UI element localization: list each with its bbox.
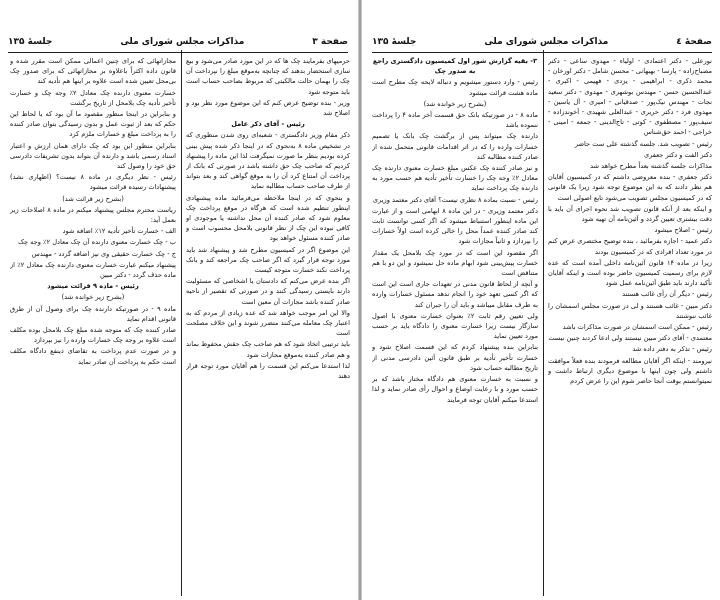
paragraph: رئیس - ممکن است اسمشان در صورت مذاکرات باشد <box>562 323 712 332</box>
paragraph: الف - خسارت تأخیر تأدیه ۱۲٪ اضافه شود <box>62 227 176 236</box>
paragraph: معتمدی - آقای دکتر مبین نیستند ولی ادعا کردند چنین نیست <box>548 334 712 343</box>
paragraph: پیشنهاد میکنم عبارت خسارت معنوی دارنده چک معادل ۲٪ از ماده حذف گردد - دکتر مبین <box>10 260 176 280</box>
left-page-right-column <box>186 56 350 594</box>
paragraph: و بنابراین در اینجا منظور مقصود ما آن بود که با لحاظ این حکم که بعد از ثبوت عمل و بدون رسیدگی بتوان صادر کننده را به پرداخت مبلغ و خسارات ملزم کرد <box>10 110 176 139</box>
right-page-number: صفحهٔ ٤ <box>676 37 712 47</box>
paragraph: نیرومند - اینکه اگر آقایان مطالعه فرمودند بنده فعلاً موافقت داشتم ولی چون اینها با موضوع دیگری ارتباط داشت و نمیتوانستم بوقت آنجا حاضر شوم این را عرض کردم <box>548 356 712 386</box>
paragraph: رئیس - نسبت بماده ۸ نظری نیست؟ آقای دکتر معتمد وزیری <box>372 195 538 204</box>
paragraph: رئیس - تذکر به دفتر داده شد <box>632 345 712 354</box>
paragraph: ذکر مقام وزیر دادگستری - شعبه‌ای روی شدن منظوری که در تشخیص ماده ۸ به‌نحوی که در اینجا ذکر شده پیش بینی کرده بودیم بنظر ما صورت نمیگرفت لذا این ماده را پیشنهاد کردیم که صاحب چک حق داشته باشد در صورتی که بانک از پرداخت آن امتناع کرد آن را به موقع گواهی کند و بعد بتواند از طرف صاحب حساب مطالبه نماید <box>186 131 350 191</box>
paragraph: اگر بنده عرض می‌کنم که دادستان یا اشخاصی که مسئولیت دارند بایستی رسیدگی کنند و در صورتی که تقصیر از ناحیه صادر کننده باشد مجازات آن معین است <box>186 277 350 306</box>
paragraph: مذاکرات جلسه گذشته بعداً مطرح خواهد شد <box>590 162 712 171</box>
paragraph: این موضوع اگر در کمیسیون مطرح شد و پیشنهاد شد باید مورد توجه قرار گیرد که اگر صاحب چک مراجعه کند و بانک پرداخت نکند خسارت متوجه کیست <box>186 245 350 275</box>
paragraph: زیرا در ماده ۱۴ قانون آئین‌نامه داخلی آمده است که عده لازم برای رسمیت کمیسیون حاضر بوده است و اینکه آقایان تأکید دارند باید طبق آئین‌نامه عمل شود <box>548 258 712 288</box>
right-page-left-column <box>372 56 538 594</box>
paragraph: دکتر الفت و دکتر جعفری <box>643 150 712 159</box>
right-page-title: مذاکرات مجلس شورای ملی <box>484 37 609 47</box>
right-page-right-column <box>548 56 712 594</box>
column-divider <box>181 50 182 596</box>
paragraph: دکتر مبین - غائب هستند و لی در صورت مجلس اسمشان را غائب ننوشتند <box>548 301 712 320</box>
left-page-left-column <box>10 56 176 594</box>
paragraph: و بنحوی که در اینجا ملاحظه می‌فرمائید ماده پیشنهادی اینطور تنظیم شده است که هرگاه در موقع پرداخت چک معلوم شود که صادر کننده آن محل نداشته یا موجودی او کافی نبوده این چک از نظر قانونی بلامحل محسوب است و صادر کننده مسئول خواهد بود <box>186 193 350 243</box>
paragraph: و اینکه بعد از آنکه قانون تصویب شد نحوه اجرای آن باید با دقت بیشتری تعیین گردد و آئین‌نامه آن تهیه شود <box>548 204 712 224</box>
paragraph: دکتر جعفری - بنده معروضی داشتم که در کمیسیون آقایان هم نظر دادند که به این موضوع توجه شود زیرا یک قانونی که در کمیسیون مجلس تصویب می‌شود تابع اصولی است <box>548 173 712 202</box>
paragraph: ریاست محترم مجلس پیشنهاد میکنم در ماده ۸ اصلاحات زیر بعمل آید: <box>10 205 176 225</box>
paragraph: مجازاتهائی که برای چنین اعمالی ممکن است مقرر شده و قانون داده اکثراً باعلاوه بر مجازاتهائی که برای صدور چک بی‌محل تعیین شده است علاوه بر اینها هم تأدیه کند <box>10 57 176 86</box>
paragraph: رئیس - وارد دستور میشویم و دنباله لایحه چک مطرح است ماده هشت قرائت میشود <box>372 78 538 97</box>
paragraph: نورعلی - دکتر اعتمادی - اولیاء - مهدوی ساعی - دکتر مصباح‌زاده - پارسا - بهبهانی - محسن شامل - دکتر اورخان - محمد ذکری - ابراهیمی - یزدی - فهیمی - اکبری - عبدالحسین حسن - مهندس بوشهری - مهدوی - دکتر سعید نجات - مهندس نیک‌پور - صدقیانی - امیری - آل یاسین - مهدوی فرد - دکتر حریری - عبدالعلی شهیدی - آخوندزاده - سیف‌پور - مصطفوی - کوتی - تاج‌الدینی - جمعه - امینی - خراجی - احمد حق‌شناس <box>548 57 712 137</box>
right-page-header <box>372 34 712 53</box>
paragraph: و نسبت به خسارت معنوی هم دادگاه مختار باشد که بر حسب مورد و با رعایت اوضاع و احوال رأی صادر نماید و لذا استدعا میکنم آقایان توجه فرمایند <box>372 375 538 404</box>
paragraph: بنابراین بنده پیشنهاد کردم که این قسمت اصلاح شود و خسارت تأخیر تأدیه بر طبق قانون آئین دادرسی مدنی از تاریخ مطالبه حساب شود <box>372 343 538 372</box>
paragraph: ماده ۸ - در صورتیکه بانک حق قسمت آخر ماده ۴ را پرداخت ننموده باشد <box>372 111 538 130</box>
section-heading: ۳- بقیه گزارش شور اول کمیسیون دادگستری راجع به صدور چک <box>372 57 538 76</box>
paragraph: رئیس - تصویب شد. جلسه گذشته علی ست حاضر <box>574 139 712 148</box>
paragraph: رئیس - اصلاح میشود <box>654 226 712 235</box>
paragraph: دکتر عمید - اجازه بفرمائید ، بنده توضیح مختصری عرض کنم در مورد تعداد افرادی که در کمیسیون بودند <box>548 237 712 256</box>
paragraph: (بشرح زیر خوانده شد) <box>423 99 487 108</box>
paragraph: والا این امر موجب خواهد شد که عده زیادی از مردم که به اعتبار چک معامله می‌کنند متضرر شوند و این خلاف مصلحت است <box>186 308 350 338</box>
paragraph: ج - چک خسارت حقیقی وی نیز اضافه گردد - مهندس <box>31 249 176 258</box>
paragraph: (بشرح زیر خوانده شد) <box>61 293 125 302</box>
paragraph: رئیس - آقای ذکر عامل <box>231 120 305 129</box>
paragraph: و در صورت عدم پرداخت به تقاضای ذینفع دادگاه مکلف است حکم به پرداخت آن صادر نماید <box>10 347 176 366</box>
paragraph: و آنچه از لحاظ قانون مدنی در تعهدات جاری است این است که اگر کسی تعهد خود را انجام ندهد مسئول خسارات وارده به طرف مقابل میباشد و باید آن را جبران کند <box>372 280 538 309</box>
left-page-number: صفحة ٣ <box>312 37 348 47</box>
paragraph: لذا استدعا می‌کنم این قسمت را هم آقایان مورد توجه قرار دهند <box>186 361 350 381</box>
paragraph: بنابراین منظور این بود که چک دارای همان ارزش و اعتبار اسناد رسمی باشد و دارنده آن بتواند بدون تشریفات دادرسی حق خود را وصول کند <box>10 141 176 171</box>
paragraph: خسارت معنوی دارنده چک معادل ۲٪ وجه چک و خسارت تأخیر تأدیه چک بلامحل از تاریخ برگشت <box>10 88 176 107</box>
paragraph: وزیر - بنده توضیح عرض کنم که این موضوع مورد نظر بود و اصلاح شد <box>186 98 350 118</box>
paragraph: دارنده چک میتواند پس از برگشت چک بانک یا تصمیم خسارات وارده را که در اثر اقدامات قانونی متحمل شده از صادر کننده مطالبه کند <box>372 132 538 161</box>
right-page-session: جلسهٔ ۱۳۵ <box>372 37 417 47</box>
paragraph: ولی تعیین رقم ثابت ۲٪ بعنوان خسارت معنوی با اصول سازگار نیست زیرا خسارت معنوی را دادگاه باید بر حسب مورد تعیین نماید <box>372 311 538 341</box>
paragraph: رئیس - نظر دیگری در ماده ۸ نیست؟ (اظهاری نشد) پیشنهادات رسیده قرائت میشود <box>10 173 176 192</box>
left-page-session: جلسهٔ ۱۳۵ <box>8 37 53 47</box>
left-page-title: مذاکرات مجلس شورای ملی <box>120 37 245 47</box>
paragraph: ماده ۹ - در صورتیکه دارنده چک برای وصول آن از طرق قانونی اقدام نماید <box>10 304 176 323</box>
book-spine <box>358 0 362 600</box>
paragraph: اگر مقصود این است که در مورد چک بلامحل یک مقدار خسارت پیش‌بینی شود ابهام ماده حل نمیشود و این دو با هم متناقض است <box>372 248 538 278</box>
paragraph: دکتر معتمد وزیری - در این ماده ۸ ابهامی است و از عبارت این ماده اینطور استنباط میشود که اگر کسی توانست ثابت کند صادر کننده عمداً محل را خالی کرده است اولاً خسارات را بپردازد و ثانیاً مجازات شود <box>372 206 538 246</box>
paragraph: ب - چک خسارت معنوی دارنده آن چک معادل ۲٪ وجه چک <box>18 238 176 247</box>
paragraph: و نیز صادر کننده چک عکس مبلغ خسارت معنوی دارنده چک معادل ۲٪ وجه چک را خسارت تأخیر تأدیه هم حسب مورد به دارنده چک پرداخت نماید <box>372 164 538 193</box>
paragraph: صادر کننده چک که متوجه شده مبلغ چک بلامحل بوده مکلف است علاوه بر وجه چک خسارات وارده را نیز بپردازد <box>10 326 176 345</box>
paragraph: رئیس - ماده ۹ قرائت میشود <box>47 282 139 291</box>
left-page-header <box>8 34 348 53</box>
paragraph: رئیس - دیگر آن رأی غائب هستند <box>622 290 712 299</box>
paragraph: باید ترتیبی اتخاذ شود که هم صاحب چک حقش محفوظ بماند و هم صادر کننده به‌موقع مجازات شود <box>186 340 350 359</box>
paragraph: حرمیهای بفرمایند چک ‌ها که در این مورد صادر می‌شود و بیع سازی استحضار بدهند که چنانچه به‌موقع مبلغ را نپرداخت آن چک را بهمان حالت مالکیتی که مربوط بصاحب حساب است باید متوجه شود <box>186 57 350 96</box>
column-divider <box>543 50 544 596</box>
paragraph: (بشرح زیر قرائت شد) <box>62 194 124 203</box>
